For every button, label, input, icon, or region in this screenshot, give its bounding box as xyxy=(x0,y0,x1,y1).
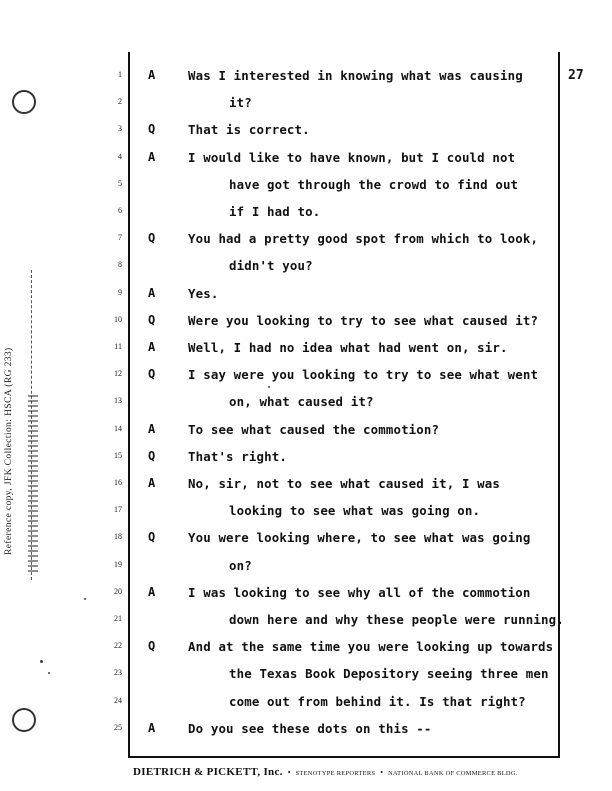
speaker-label: A xyxy=(148,476,156,490)
transcript-line xyxy=(0,230,560,250)
transcript-frame-bottom xyxy=(128,756,560,758)
speaker-label: A xyxy=(148,584,156,599)
line-text: You were looking where, to see what was going xyxy=(188,530,531,546)
speaker-label: A xyxy=(148,720,156,735)
line-number: 16 xyxy=(114,478,122,487)
line-number: 19 xyxy=(114,559,122,569)
line-number: 14 xyxy=(114,423,122,433)
line-text: Was I interested in knowing what was causing xyxy=(188,68,523,83)
line-text: on? xyxy=(229,557,252,573)
line-number: 8 xyxy=(118,260,122,270)
line-number: 12 xyxy=(114,369,122,379)
line-text: down here and why these people were running. xyxy=(229,612,564,627)
line-text: have got through the crowd to find out xyxy=(229,176,519,192)
line-number: 4 xyxy=(118,151,122,161)
line-text: the Texas Book Depository seeing three men xyxy=(229,666,549,682)
line-text: Well, I had no idea what had went on, sir. xyxy=(188,340,508,355)
speaker-label: Q xyxy=(148,367,156,382)
speaker-label: Q xyxy=(148,639,156,654)
line-number: 25 xyxy=(114,722,122,732)
transcript-line xyxy=(0,502,560,522)
transcript-line xyxy=(0,67,560,87)
line-text: I was looking to see why all of the commotion xyxy=(188,584,531,600)
separator-dot: • xyxy=(287,768,291,777)
transcript-line xyxy=(0,611,564,631)
line-text: Were you looking to try to see what caused it? xyxy=(188,312,539,328)
scan-speck xyxy=(40,660,43,663)
line-number: 21 xyxy=(114,614,122,623)
transcript-line xyxy=(0,257,560,277)
speaker-label: Q xyxy=(148,231,156,246)
line-text: Yes. xyxy=(188,285,219,301)
line-text: I would like to have known, but I could not xyxy=(188,149,516,165)
speaker-label: Q xyxy=(148,530,156,545)
transcript-line xyxy=(0,584,560,604)
line-text: That is correct. xyxy=(188,122,310,138)
transcript-line xyxy=(0,665,560,685)
transcript-line xyxy=(0,529,560,549)
line-text: No, sir, not to see what caused it, I was xyxy=(188,476,501,491)
line-number: 7 xyxy=(118,233,122,243)
transcript-line xyxy=(0,693,560,713)
transcript-line xyxy=(0,448,560,468)
page-footer xyxy=(133,762,558,780)
reporter-services: STENOTYPE REPORTERS xyxy=(295,770,376,777)
line-text: looking to see what was going on. xyxy=(229,503,481,519)
line-text: And at the same time you were looking up towards xyxy=(188,639,554,655)
line-text: To see what caused the commotion? xyxy=(188,421,440,437)
line-number: 5 xyxy=(118,178,122,188)
transcript-line xyxy=(0,176,560,196)
line-text: come out from behind it. Is that right? xyxy=(229,693,526,709)
archive-reference-note: Reference copy, JFK Collection: HSCA (RG 233) xyxy=(4,347,14,555)
line-text: if I had to. xyxy=(229,204,321,219)
transcript-line xyxy=(0,421,560,441)
line-text: You had a pretty good spot from which to look, xyxy=(188,231,539,247)
line-number: 3 xyxy=(118,124,122,134)
line-text: didn't you? xyxy=(229,258,313,274)
line-number: 9 xyxy=(118,287,122,297)
page-number: 27 xyxy=(568,68,584,83)
speaker-label: Q xyxy=(148,122,156,137)
line-text: I say were you looking to try to see what went xyxy=(188,367,539,383)
scan-speck xyxy=(84,598,86,600)
line-text: on, what caused it? xyxy=(229,394,374,410)
transcript-line xyxy=(0,203,560,223)
line-number: 11 xyxy=(114,342,122,351)
speaker-label: Q xyxy=(148,312,156,327)
scan-speck xyxy=(48,672,50,674)
transcript-line xyxy=(0,557,560,577)
line-number: 13 xyxy=(114,396,122,406)
line-number: 23 xyxy=(114,668,122,678)
speaker-label: A xyxy=(148,285,156,300)
transcript-line xyxy=(0,339,560,359)
line-number: 10 xyxy=(114,314,122,324)
line-text: That's right. xyxy=(188,448,287,464)
line-number: 20 xyxy=(114,586,122,596)
line-number: 18 xyxy=(114,532,122,542)
reporter-firm: DIETRICH & PICKETT, Inc. xyxy=(133,766,283,778)
transcript-line xyxy=(0,393,560,413)
reporter-address: NATIONAL BANK OF COMMERCE BLDG. xyxy=(388,770,518,777)
transcript-line xyxy=(0,94,560,114)
line-number: 1 xyxy=(118,70,122,79)
separator-dot: • xyxy=(380,768,384,777)
line-text: Do you see these dots on this -- xyxy=(188,720,432,736)
transcript-line xyxy=(0,149,560,169)
transcript-line xyxy=(0,285,560,305)
line-number: 17 xyxy=(114,505,122,515)
line-number: 6 xyxy=(118,206,122,215)
speaker-label: A xyxy=(148,149,156,164)
line-number: 2 xyxy=(118,97,122,107)
speaker-label: A xyxy=(148,68,156,82)
transcript-line xyxy=(0,366,560,386)
transcript-line xyxy=(0,638,560,658)
speaker-label: A xyxy=(148,421,156,436)
transcript-line xyxy=(0,720,560,740)
scan-speck xyxy=(268,386,270,388)
speaker-label: A xyxy=(148,340,156,354)
transcript-line xyxy=(0,475,560,495)
line-number: 22 xyxy=(114,641,122,651)
transcript-line xyxy=(0,312,560,332)
line-text: it? xyxy=(229,95,252,111)
speaker-label: Q xyxy=(148,448,156,463)
line-number: 24 xyxy=(114,695,122,705)
transcript-line xyxy=(0,121,560,141)
line-number: 15 xyxy=(114,450,122,460)
